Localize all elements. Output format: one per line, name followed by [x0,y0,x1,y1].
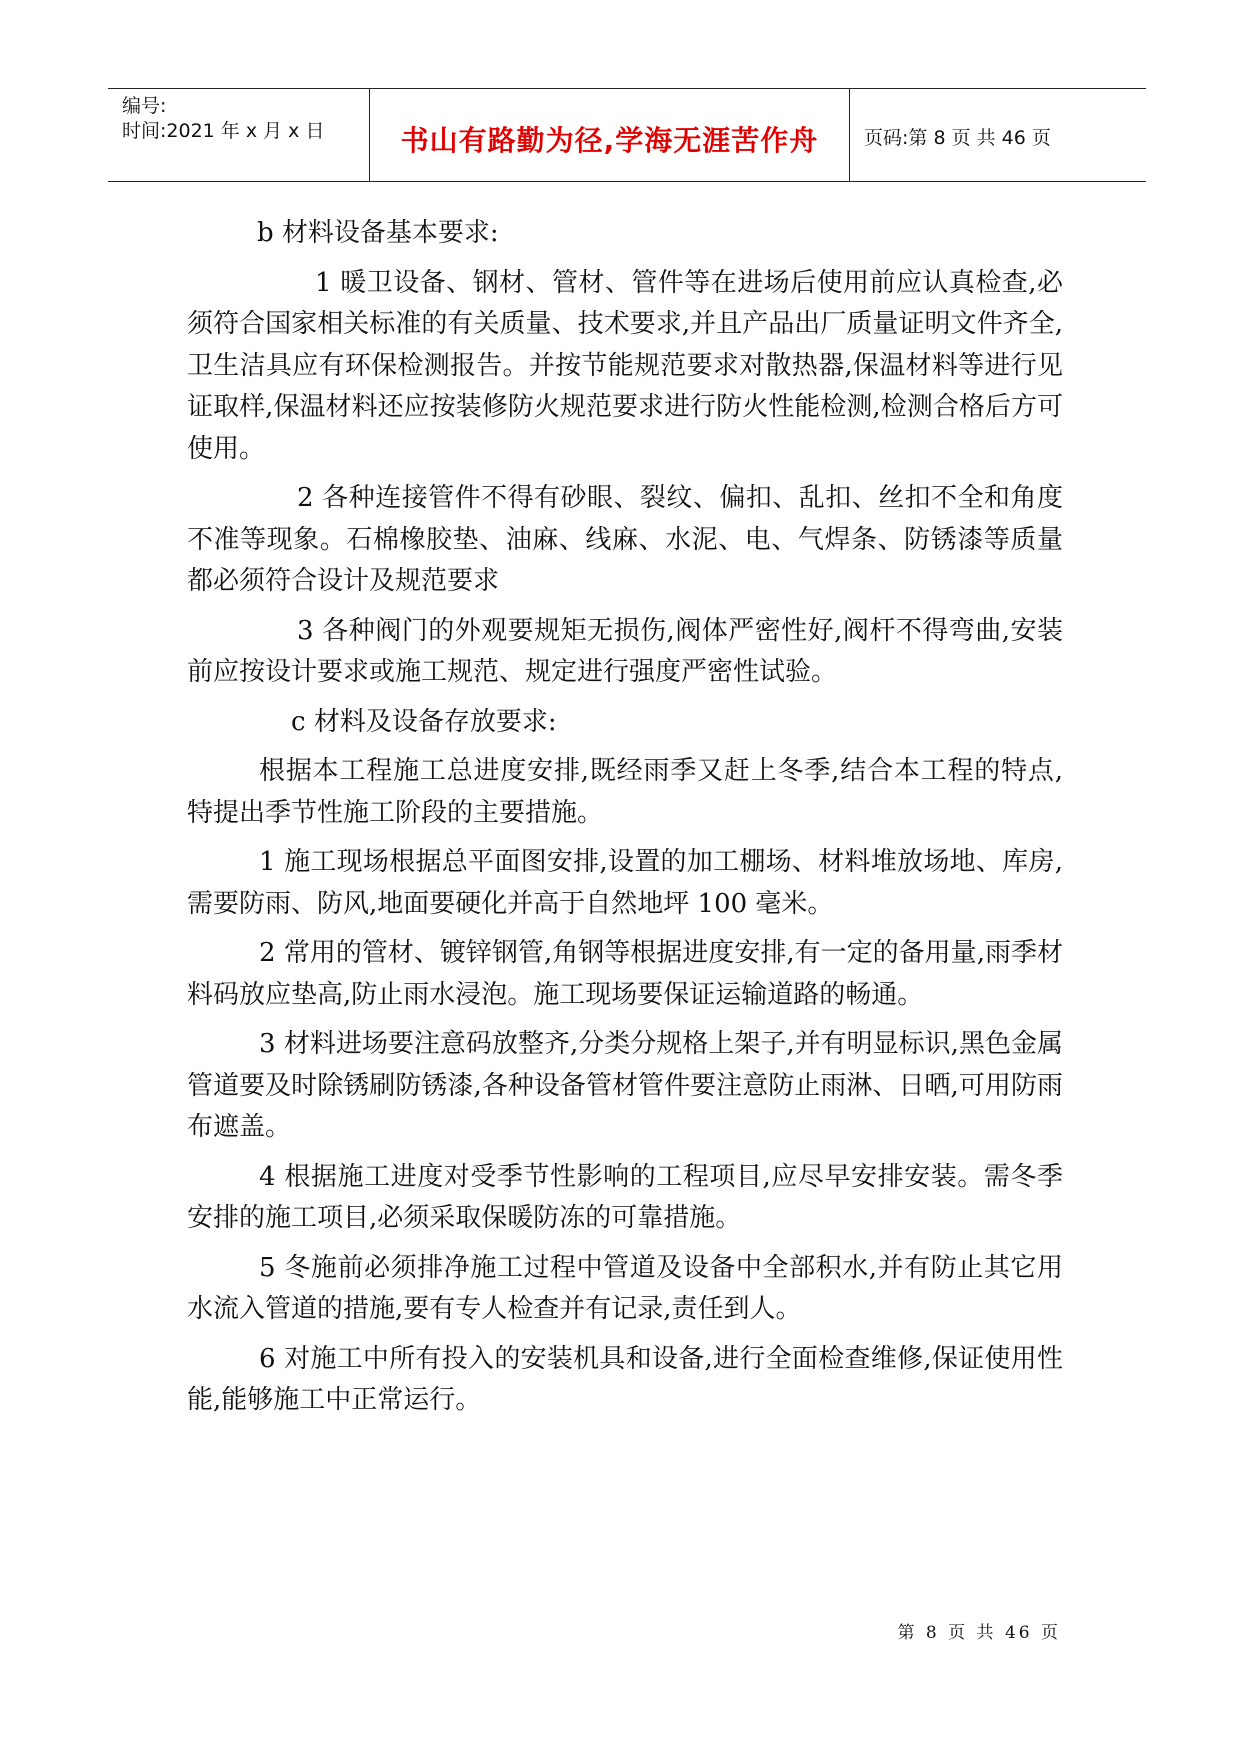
paragraph: 3 各种阀门的外观要规矩无损伤,阀体严密性好,阀杆不得弯曲,安装前应按设计要求或施工规范、规定进行强度严密性试验。 [187,615,1063,687]
paragraph: 5 冬施前必须排净施工过程中管道及设备中全部积水,并有防止其它用水流入管道的措施,要有专人检查并有记录,责任到人。 [187,1252,1063,1324]
document-time-label: 时间:2021 年 x 月 x 日 [122,120,325,142]
header-motto-cell [370,89,850,181]
document-body [187,213,1063,1430]
paragraph: 根据本工程施工总进度安排,既经雨季又赶上冬季,结合本工程的特点,特提出季节性施工阶段的主要措施。 [187,756,1063,828]
paragraph: 4 根据施工进度对受季节性影响的工程项目,应尽早安排安装。需冬季安排的施工项目,必须采取保暖防冻的可靠措施。 [187,1161,1063,1233]
section-heading-c: c 材料及设备存放要求: [291,706,557,737]
paragraph: 2 常用的管材、镀锌钢管,角钢等根据进度安排,有一定的备用量,雨季材料码放应垫高,防止雨水浸泡。施工现场要保证运输道路的畅通。 [187,938,1063,1010]
paragraph: 6 对施工中所有投入的安装机具和设备,进行全面检查维修,保证使用性能,能够施工中正常运行。 [187,1343,1063,1415]
paragraph: 2 各种连接管件不得有砂眼、裂纹、偏扣、乱扣、丝扣不全和角度不准等现象。石棉橡胶垫、油麻、线麻、水泥、电、气焊条、防锈漆等质量都必须符合设计及规范要求 [187,483,1063,596]
page-header [108,88,1146,182]
document-number-label: 编号: [122,95,167,117]
header-motto: 书山有路勤为径,学海无涯苦作舟 [400,124,819,157]
paragraph: 3 材料进场要注意码放整齐,分类分规格上架子,并有明显标识,黑色金属管道要及时除锈刷防锈漆,各种设备管材管件要注意防止雨淋、日晒,可用防雨布遮盖。 [187,1029,1063,1142]
header-page-number: 页码:第 8 页 共 46 页 [864,127,1051,149]
header-page-cell [850,89,1146,181]
header-meta-cell [108,89,370,181]
paragraph: 1 施工现场根据总平面图安排,设置的加工棚场、材料堆放场地、库房,需要防雨、防风,地面要硬化并高于自然地坪 100 毫米。 [187,847,1063,919]
paragraph: 1 暖卫设备、钢材、管材、管件等在进场后使用前应认真检查,必须符合国家相关标准的有关质量、技术要求,并且产品出厂质量证明文件齐全,卫生洁具应有环保检测报告。并按节能规范要求对散热器,保温材料等进行见证取样,保温材料还应按装修防火规范要求进行防火性能检测,检测合格后方可使用。 [187,267,1063,464]
section-heading-b: b 材料设备基本要求: [257,218,499,248]
page-footer-number: 第 8 页 共 46 页 [897,1623,1061,1643]
